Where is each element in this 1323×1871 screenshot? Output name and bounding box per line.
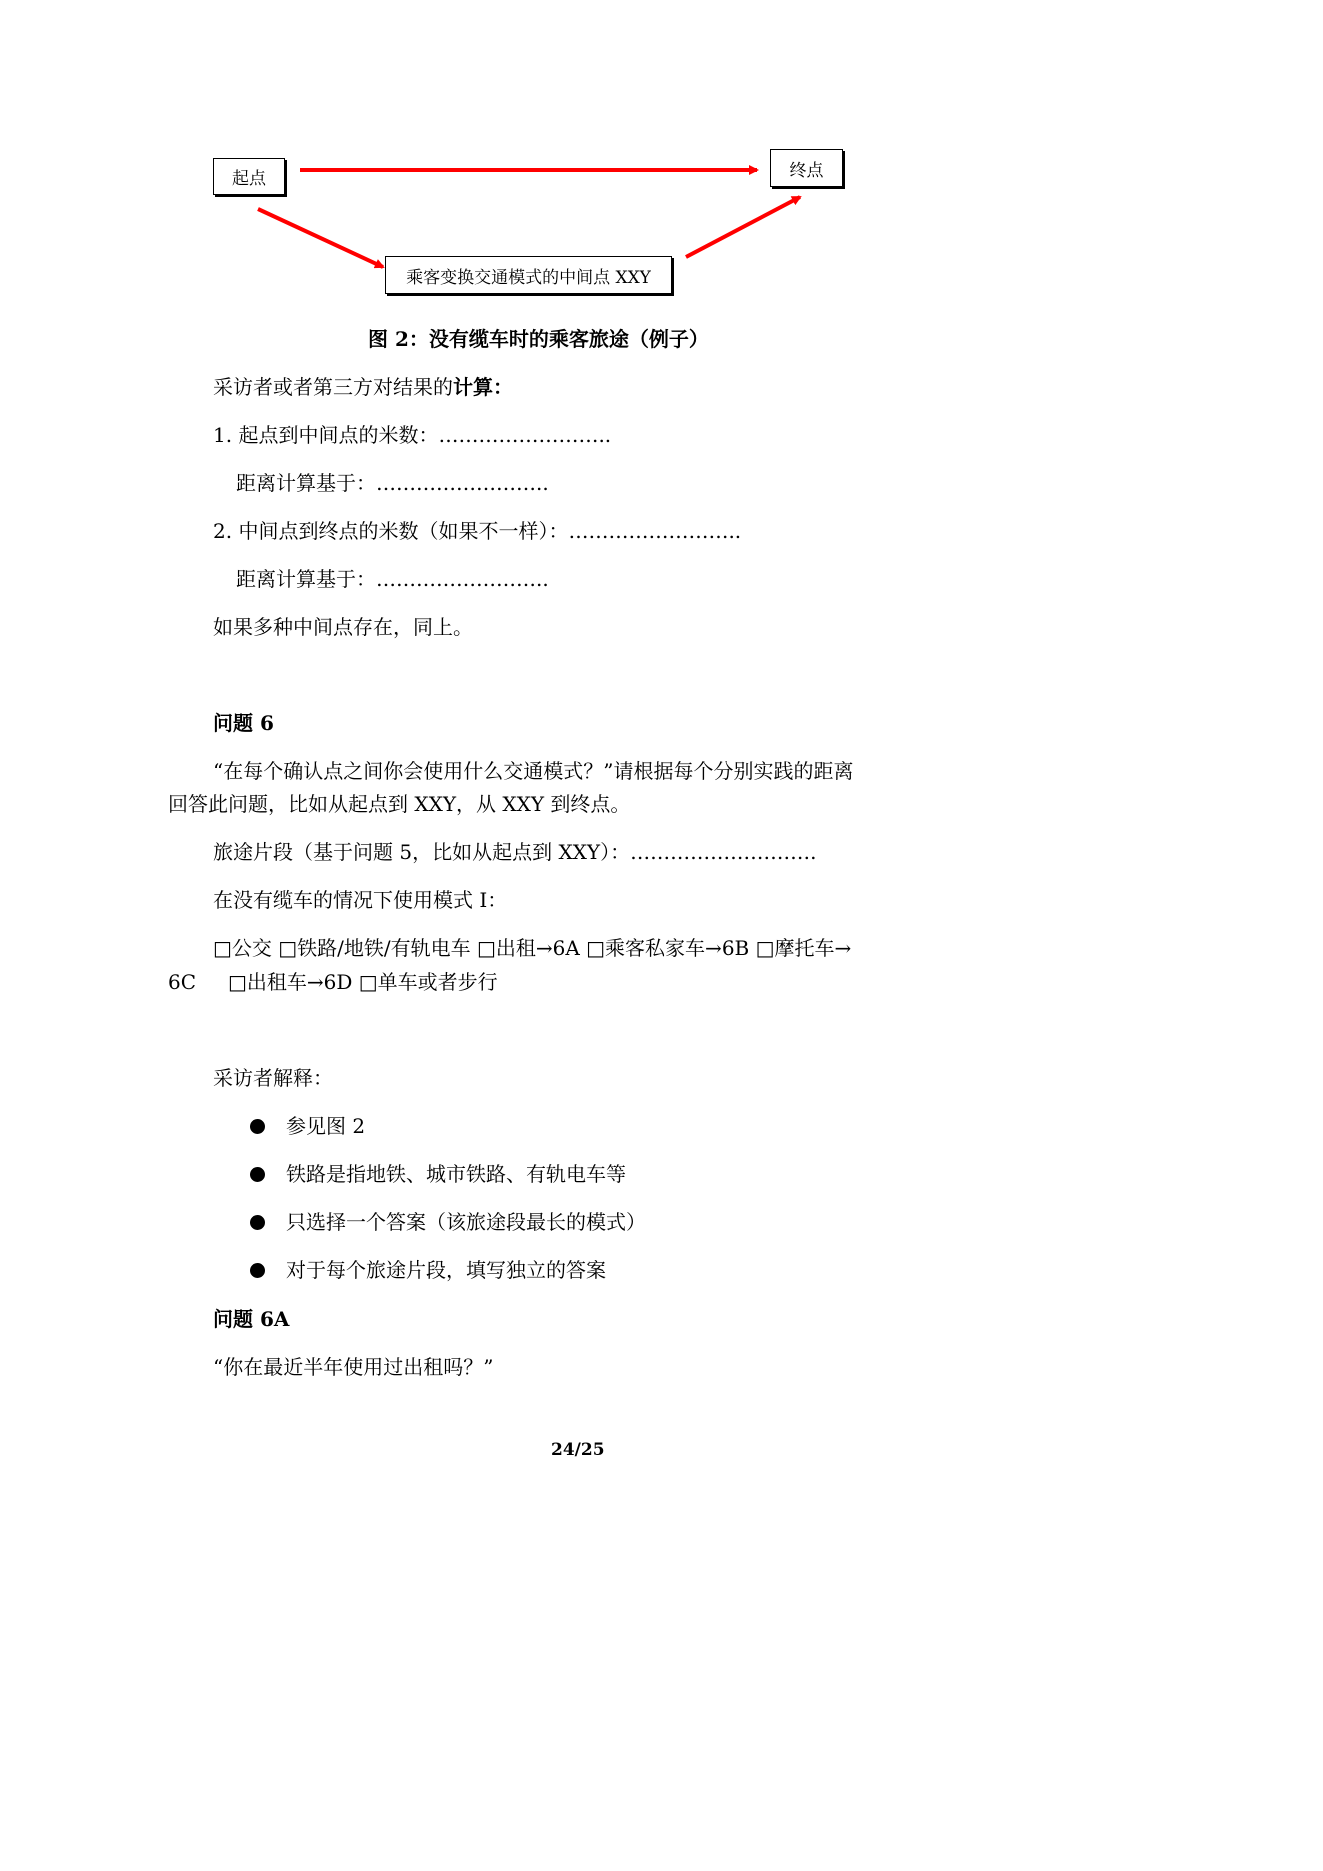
arrow-start-to-mid [258,209,383,267]
page-number: 24/25 [551,1440,605,1460]
mid-label: 乘客变换交通模式的中间点 XXY [406,267,651,288]
figure-caption: 图 2：没有缆车时的乘客旅途（例子） [368,327,709,351]
q6a-question: “你在最近半年使用过出租吗？” [213,1355,494,1379]
calc-line-1: 1. 起点到中间点的米数：…………………….. [213,423,612,447]
calc-line-1-basis: 距离计算基于：…………………….. [236,471,549,495]
calc-line-2-basis: 距离计算基于：…………………….. [236,567,549,591]
bullet-dot [250,1263,265,1278]
mid-box [385,256,672,294]
bullet-item: 铁路是指地铁、城市铁路、有轨电车等 [286,1162,626,1186]
bullet-item: 参见图 2 [286,1114,366,1138]
end-box [770,149,843,187]
bullet-dot [250,1215,265,1230]
q6-options-line-1: □公交 □铁路/地铁/有轨电车 □出租→6A □乘客私家车→6B □摩托车→ [213,936,852,960]
bullet-dot [250,1119,265,1134]
q6-options-line-2: □出租车→6D □单车或者步行 [228,970,498,994]
calc-intro-bold: 计算 [453,375,493,399]
q6-mode-intro: 在没有缆车的情况下使用模式 I： [213,888,508,912]
start-label: 起点 [232,169,266,189]
calc-intro [213,373,513,401]
calc-intro-prefix: 采访者或者第三方对结果的 [213,375,453,399]
q6-options-line-2-prefix: 6C [168,970,197,994]
bullet-item: 只选择一个答案（该旅途段最长的模式） [286,1210,646,1234]
q6a-heading: 问题 6A [213,1307,290,1331]
end-label: 终点 [789,160,824,181]
bullet-item: 对于每个旅途片段，填写独立的答案 [286,1258,606,1282]
arrow-mid-to-end [686,197,800,257]
q6-segment: 旅途片段（基于问题 5，比如从起点到 XXY）：………………………. [213,840,817,864]
bullet-dot [250,1167,265,1182]
q6-heading: 问题 6 [213,711,274,735]
calc-line-2: 2. 中间点到终点的米数（如果不一样）：…………………….. [213,519,742,543]
q6-question-line-1: “在每个确认点之间你会使用什么交通模式？”请根据每个分别实践的距离 [213,759,854,783]
explain-heading: 采访者解释： [213,1066,333,1090]
calc-intro-colon: ： [493,375,513,399]
start-box [213,158,285,195]
calc-note: 如果多种中间点存在，同上。 [213,615,473,639]
q6-question-line-2: 回答此问题，比如从起点到 XXY，从 XXY 到终点。 [168,792,631,816]
